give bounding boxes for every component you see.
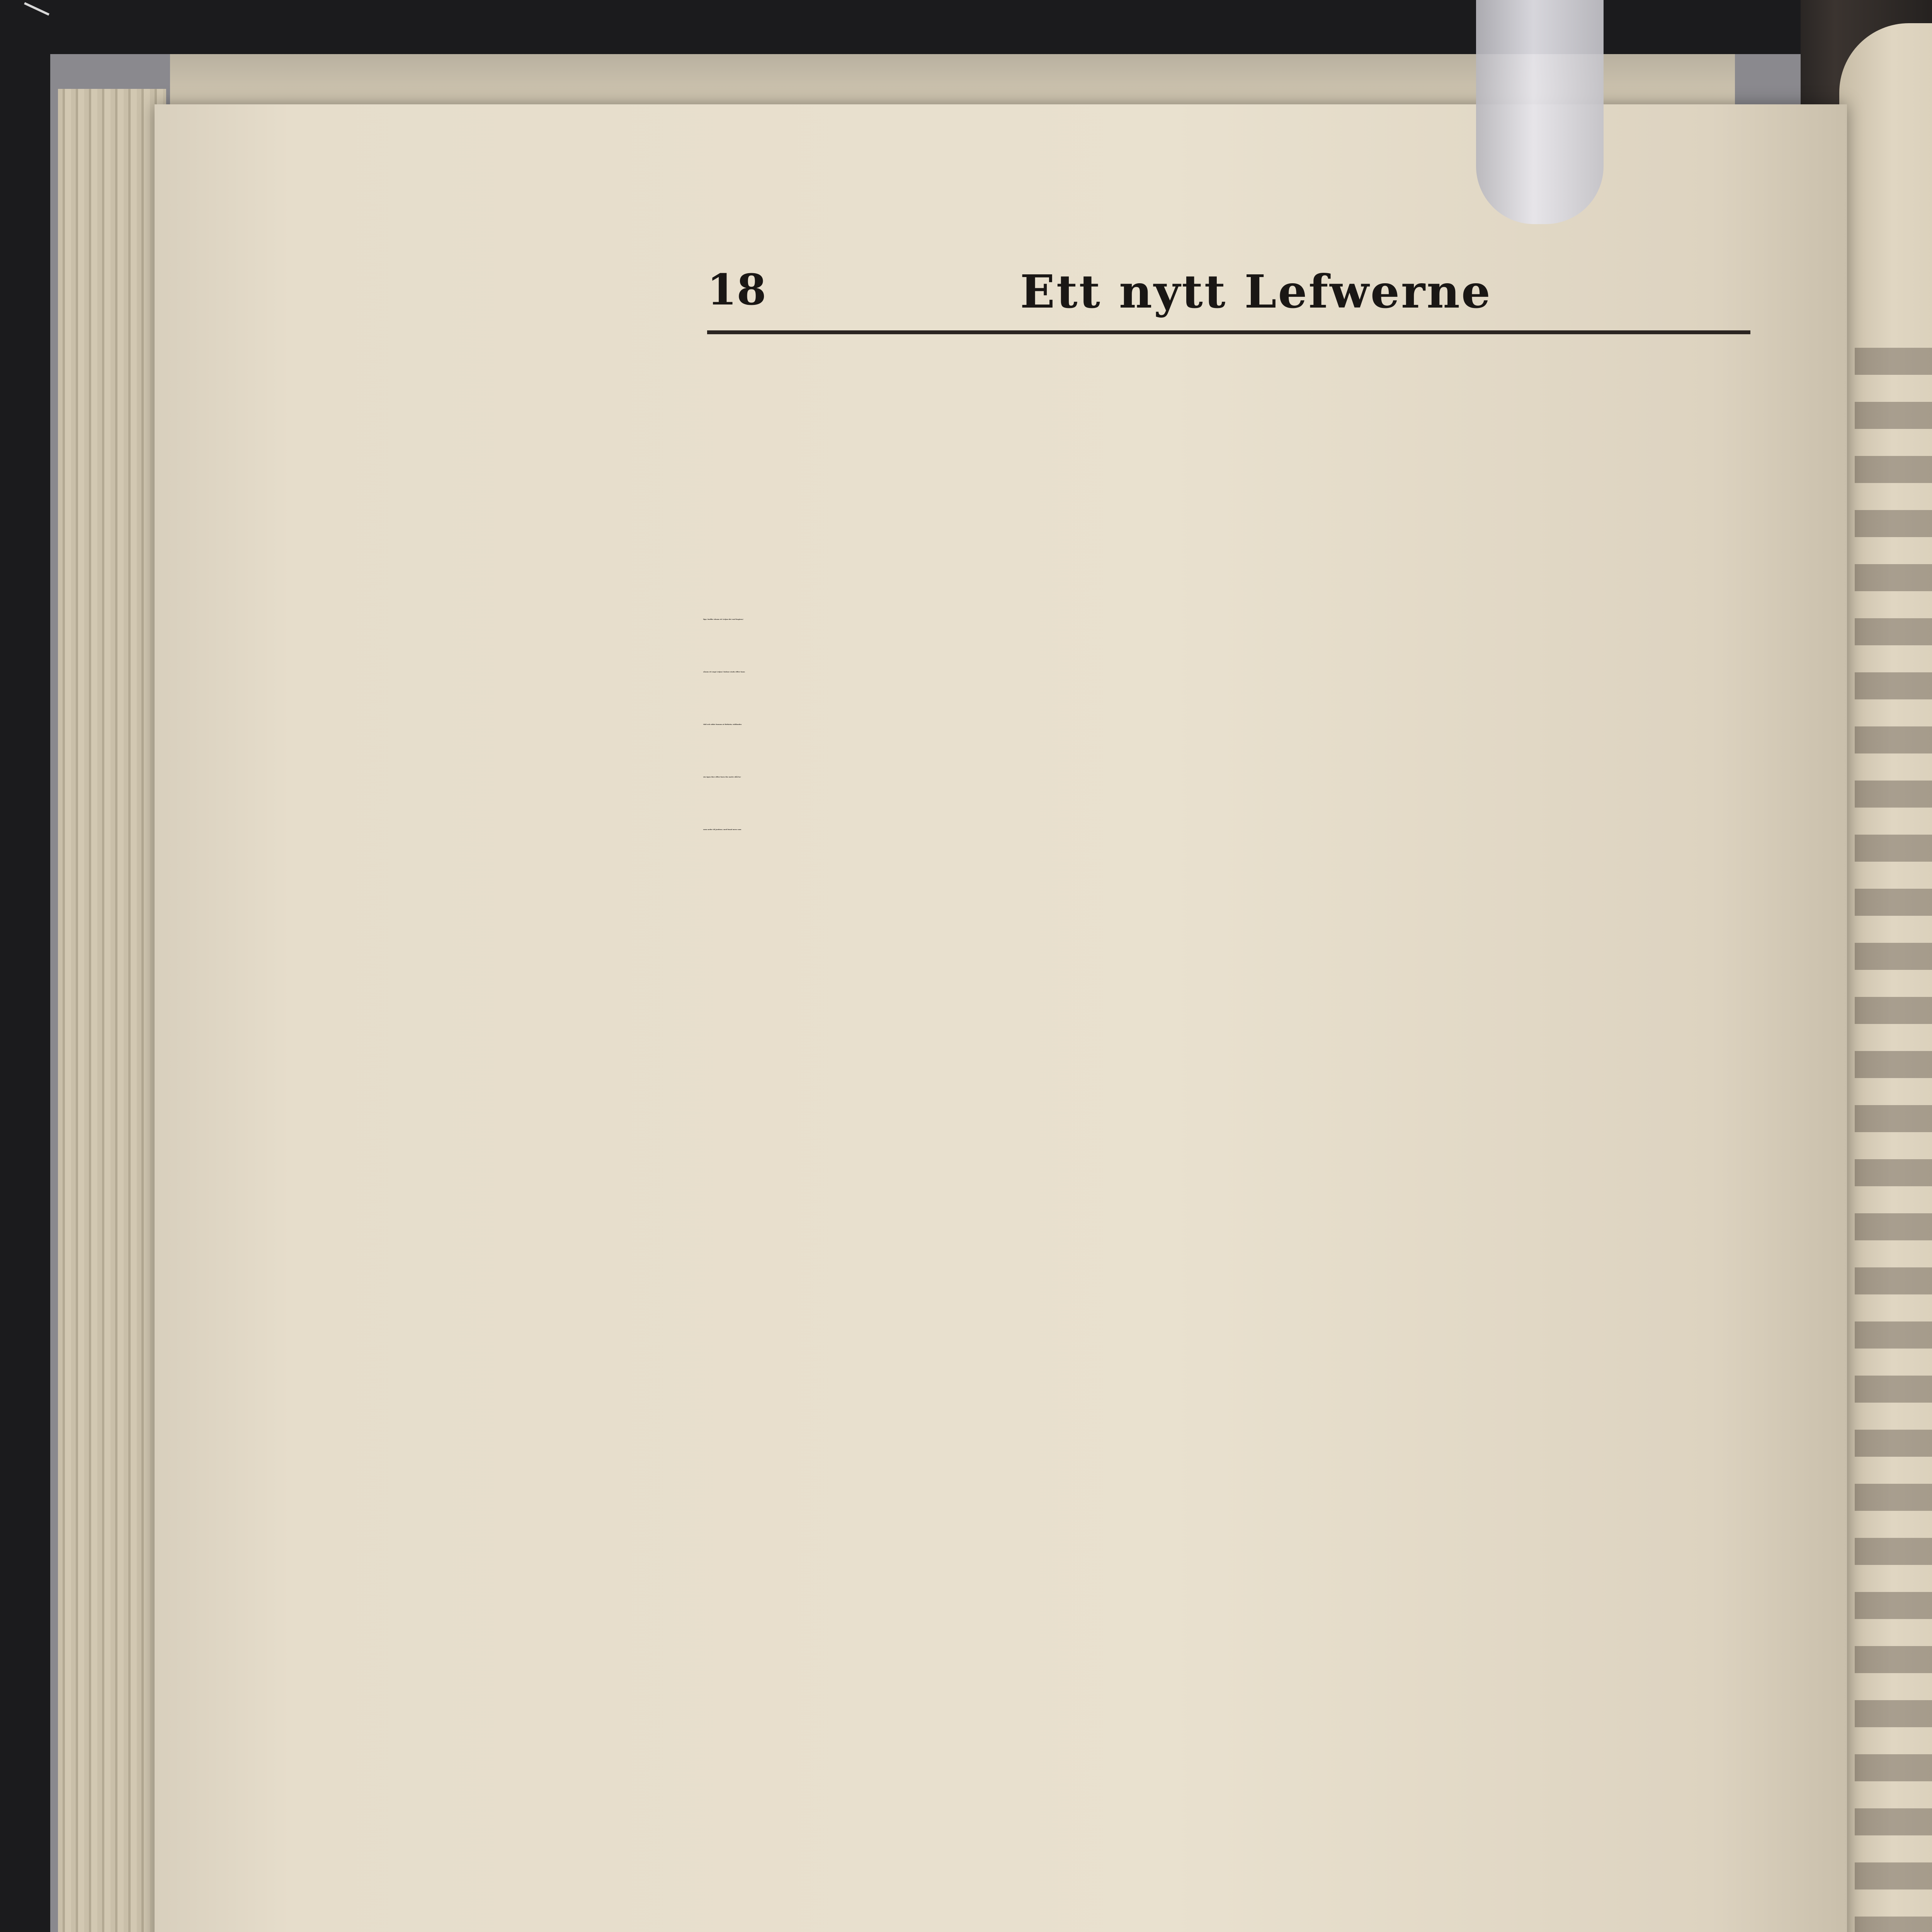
text-line: lige; hwilke såsom ett Leijon det roof begärar/ <box>703 618 743 620</box>
text-line: Siäl och sökte honom at förhäria; ställandes <box>703 723 742 725</box>
corner-mark <box>24 2 49 15</box>
body-text <box>703 340 1750 1932</box>
running-title: Ett nytt Lefwerne <box>1020 265 1492 318</box>
header-rule <box>707 330 1750 334</box>
text-line: såsom ett ungt Leijon i kulone stodo effter hans <box>703 671 745 673</box>
text-line: nom neder til Jordene; med hwad mera som <box>703 828 742 830</box>
facing-page-text-texture <box>1855 348 1932 1932</box>
page-header <box>707 253 1750 327</box>
page-holder-clip <box>1476 0 1604 224</box>
text-line: sin ögon ther effter huru the motte slåå ho- <box>703 776 742 778</box>
page-number: 18 <box>707 265 767 315</box>
book-fore-edge <box>58 89 166 1932</box>
